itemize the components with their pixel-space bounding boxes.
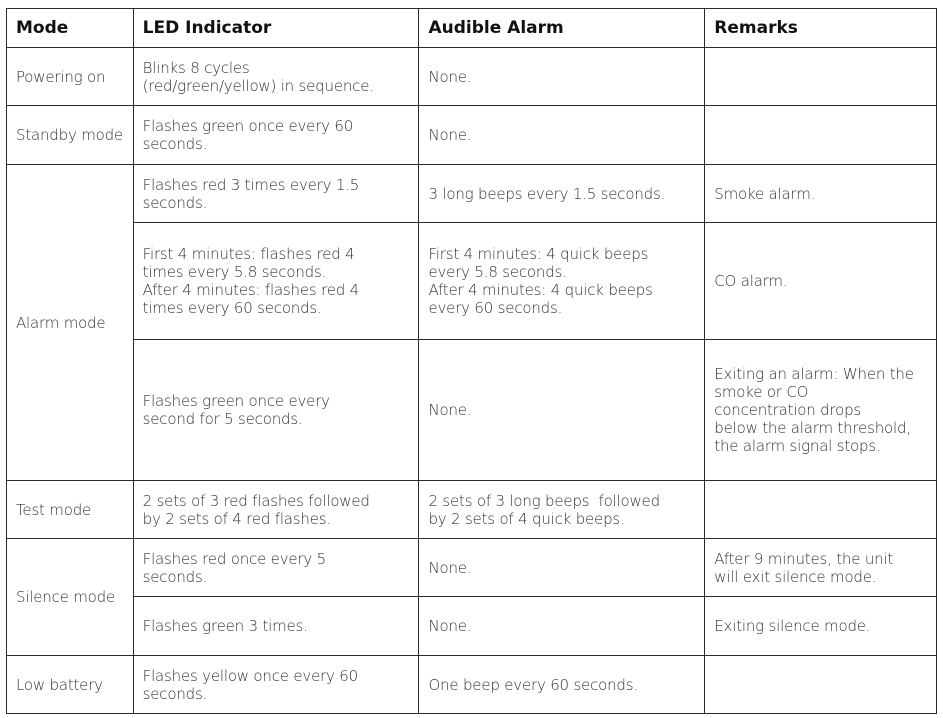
led-cell [133, 656, 419, 714]
led-line: seconds. [142, 135, 208, 153]
remarks-cell [705, 481, 937, 539]
audible-cell: None. [419, 597, 705, 656]
remarks-line: below the alarm threshold, [714, 419, 911, 437]
led-line: Blinks 8 cycles [142, 58, 250, 77]
remarks-cell [705, 597, 937, 656]
led-line: (red/green/yellow) in sequence. [142, 76, 374, 95]
mode-cell: Powering on [7, 48, 134, 106]
led-line: times every 60 seconds. [142, 299, 322, 317]
table-row-standby [7, 106, 937, 165]
remarks-line: the alarm signal stops. [714, 437, 881, 455]
led-line: After 4 minutes: flashes red 4 [142, 281, 359, 299]
audible-line: every 5.8 seconds. [428, 263, 567, 281]
remarks-line: smoke or CO [714, 383, 809, 401]
mode-cell: Alarm mode [7, 165, 134, 481]
remarks-cell [705, 165, 937, 223]
audible-cell: None. [419, 106, 705, 165]
audible-line: None. [428, 401, 472, 419]
remarks-line: concentration drops [714, 401, 862, 419]
remarks-line: Exiting silence mode. [714, 617, 871, 635]
led-line: Flashes red once every 5 [142, 549, 326, 568]
led-cell [133, 539, 419, 597]
audible-cell [419, 340, 705, 481]
audible-cell [419, 481, 705, 539]
audible-line: by 2 sets of 4 quick beeps. [428, 509, 625, 528]
audible-cell: None. [419, 539, 705, 597]
led-line: First 4 minutes: flashes red 4 [142, 245, 355, 263]
remarks-line: Smoke alarm. [714, 184, 816, 203]
mode-cell: Test mode [7, 481, 134, 539]
table-row-powering-on [7, 48, 937, 106]
audible-line: First 4 minutes: 4 quick beeps [428, 245, 649, 263]
led-cell [133, 340, 419, 481]
header-led-indicator: LED Indicator [133, 9, 419, 48]
mode-cell: Silence mode [7, 539, 134, 656]
table-header-row [7, 9, 937, 48]
remarks-cell [705, 223, 937, 340]
audible-line: After 4 minutes: 4 quick beeps [428, 281, 653, 299]
table-row-test [7, 481, 937, 539]
led-cell [133, 165, 419, 223]
audible-cell: None. [419, 48, 705, 106]
led-line: 2 sets of 3 red flashes followed [142, 491, 370, 510]
remarks-line: CO alarm. [714, 272, 788, 290]
remarks-line: Exiting an alarm: When the [714, 365, 914, 383]
led-cell [133, 597, 419, 656]
remarks-cell [705, 539, 937, 597]
table-row-silence-exit [7, 597, 937, 656]
led-line: seconds. [142, 684, 208, 703]
led-line: Flashes yellow once every 60 [142, 666, 358, 685]
led-cell [133, 481, 419, 539]
remarks-line: After 9 minutes, the unit [714, 549, 894, 568]
remarks-cell [705, 48, 937, 106]
led-line: seconds. [142, 567, 208, 586]
audible-line: every 60 seconds. [428, 299, 563, 317]
header-audible-alarm: Audible Alarm [419, 9, 705, 48]
led-line: times every 5.8 seconds. [142, 263, 327, 281]
mode-indicator-table [6, 8, 937, 714]
led-line: Flashes green 3 times. [142, 617, 308, 635]
remarks-line: will exit silence mode. [714, 567, 877, 586]
audible-line: 2 sets of 3 long beeps followed [428, 491, 660, 510]
led-line: Flashes red 3 times every 1.5 [142, 175, 360, 194]
audible-cell [419, 223, 705, 340]
led-cell [133, 223, 419, 340]
header-remarks: Remarks [705, 9, 937, 48]
audible-line: 3 long beeps every 1.5 seconds. [428, 184, 666, 203]
table-row-alarm-exit [7, 340, 937, 481]
led-line: second for 5 seconds. [142, 410, 303, 428]
remarks-cell [705, 106, 937, 165]
led-line: by 2 sets of 4 red flashes. [142, 509, 331, 528]
table-row-low-battery [7, 656, 937, 714]
table-row-silence-active [7, 539, 937, 597]
led-cell [133, 48, 419, 106]
led-cell [133, 106, 419, 165]
table-row-alarm-co [7, 223, 937, 340]
audible-cell [419, 165, 705, 223]
header-mode: Mode [7, 9, 134, 48]
table-row-alarm-smoke [7, 165, 937, 223]
remarks-cell [705, 656, 937, 714]
led-line: seconds. [142, 193, 208, 212]
remarks-cell [705, 340, 937, 481]
led-line: Flashes green once every [142, 392, 330, 410]
audible-cell: One beep every 60 seconds. [419, 656, 705, 714]
led-line: Flashes green once every 60 [142, 117, 354, 135]
mode-cell: Standby mode [7, 106, 134, 165]
mode-cell: Low battery [7, 656, 134, 714]
